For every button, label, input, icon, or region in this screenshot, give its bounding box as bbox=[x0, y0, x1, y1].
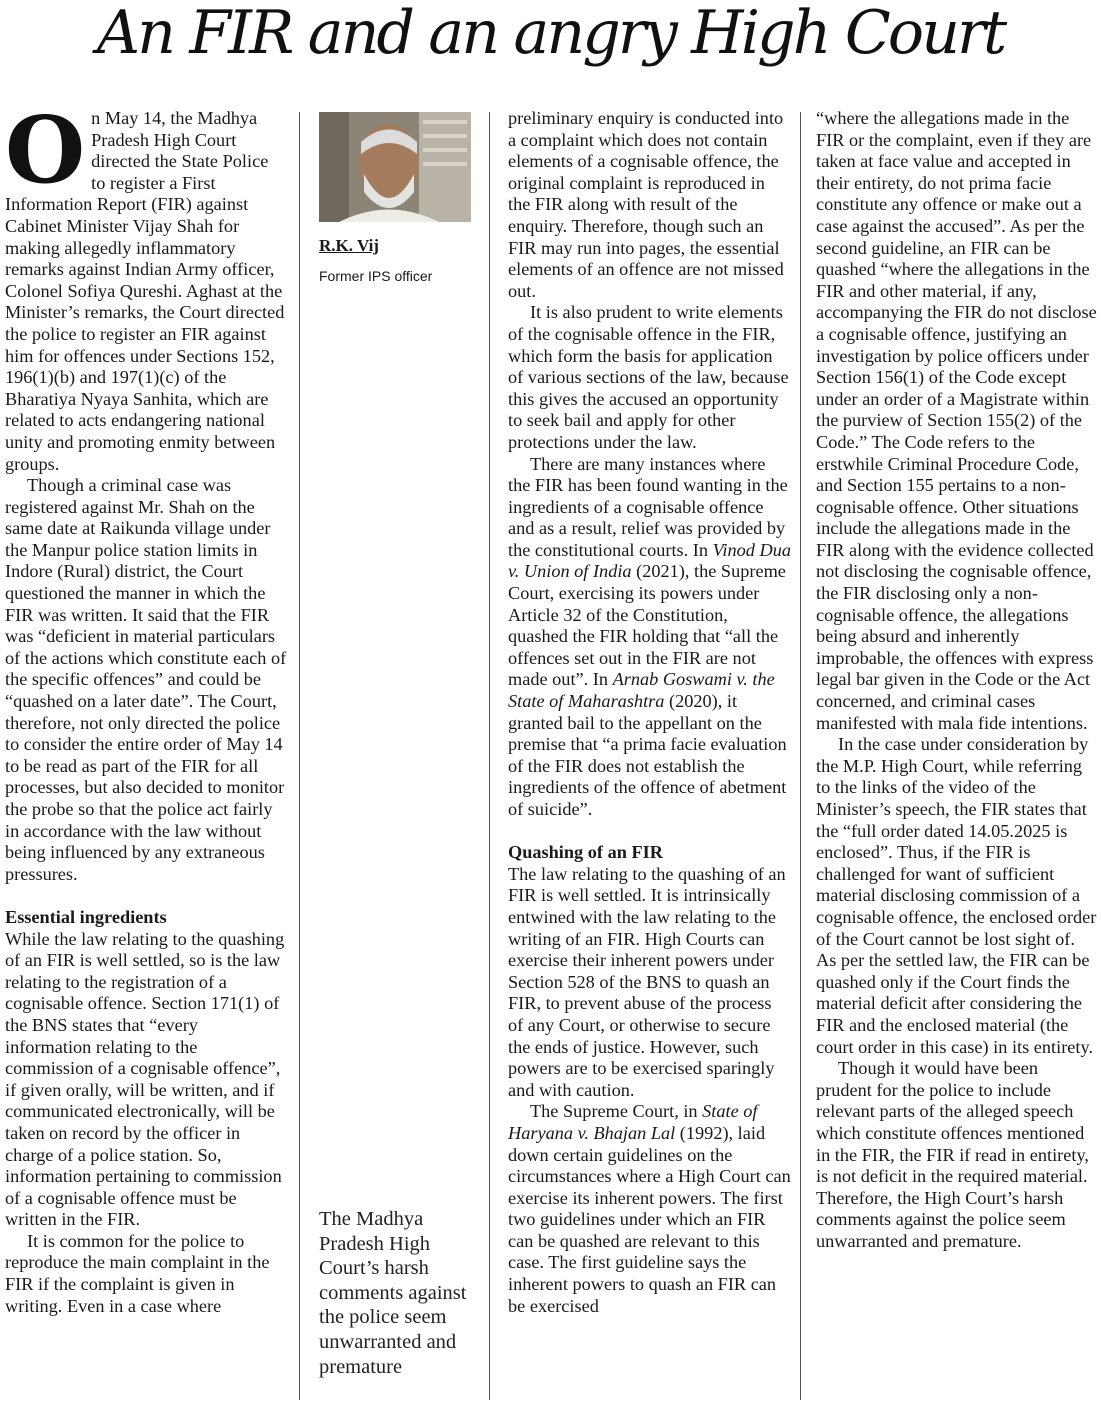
paragraph-6: It is also prudent to write elements of the cognisable offence in the FIR, which form the basis for application of various sections of the law, because this gives the accused an opportunity to seek bail and apply for other protections under the law. bbox=[508, 302, 789, 452]
paragraph-1: On May 14, the Madhya Pradesh High Court directed the State Police to register a First Information Report (FIR) against Cabinet Minister Vijay Shah for making allegedly inflammatory remarks against Indian Army officer, Colonel Sofiya Qureshi. Aghast at the Minister’s remarks, the Court directed the police to register an FIR against him for offences under Sections 152, 196(1)(b) and 197(1)(c) of the Bharatiya Nyaya Sanhita, which are related to acts endangering national unity and promoting enmity between groups. bbox=[5, 96, 285, 474]
pull-quote: The Madhya Pradesh High Court’s harsh comments against the police seem unwarranted and premature bbox=[319, 1208, 467, 1378]
paragraph-3: While the law relating to the quashing of an FIR is well settled, so is the law relating to the registration of a cognisable offence. Section 171(1) of the BNS states that “every information relating to the commission of a cognisable offence”, if given orally, will be written, and if communicated electronically, will be taken on record by the officer in charge of a police station. So, information pertaining to commission of a cognisable offence must be written in the FIR. bbox=[5, 928, 285, 1230]
case-arnab-goswami: Arnab Goswami v. the State of Maharashtra bbox=[508, 669, 775, 712]
paragraph-5: preliminary enquiry is conducted into a complaint which does not contain elements of a cognisable offence, the original complaint is reproduced in the FIR along with result of the enquiry. Therefore, though such an FIR may run into pages, the essential elements of an offence are not missed out. bbox=[508, 108, 784, 301]
column-rule-2 bbox=[489, 112, 490, 1400]
paragraph-4: It is common for the police to reproduce the main complaint in the FIR if the complaint is given in writing. Even in a case where bbox=[5, 1230, 270, 1316]
article-column-4 bbox=[816, 108, 1098, 1252]
column-rule-1 bbox=[299, 112, 300, 1400]
paragraph-11: In the case under consideration by the M.P. High Court, while referring to the links of the video of the Minister’s speech, the FIR states that the “full order dated 14.05.2025 is enclosed”. Thus, if the FIR is challenged for want of sufficient material disclosing commission of a cognisable offence, the enclosed order of the Court cannot be lost sight of. As per the settled law, the FIR can be quashed only if the Court finds the material deficit after considering the FIR and the enclosed material (the court order in this case) in its entirety. bbox=[816, 734, 1097, 1057]
headline: An FIR and an angry High Court bbox=[96, 0, 1005, 68]
column-rule-3 bbox=[800, 112, 801, 1400]
paragraph-7: There are many instances where the FIR has been found wanting in the ingredients of a cognisable offence and as a result, relief was provided by the constitutional courts. In Vinod Dua v. Union of India (2021), the Supreme Court, exercising its powers under Article 32 of the Constitution, quashed the FIR holding that “all the offences set out in the FIR are not made out”. In Arnab Goswami v. the State of Maharashtra (2020), it granted bail to the appellant on the premise that “a prima facie evaluation of the FIR does not establish the ingredients of the offence of abetment of suicide”. bbox=[508, 453, 791, 819]
case-vinod-dua: Vinod Dua v. Union of India bbox=[508, 539, 791, 582]
drop-cap: O bbox=[5, 96, 86, 204]
paragraph-12: Though it would have been prudent for the police to include relevant parts of the alleged speech which constitute offences mentioned in the FIR, the FIR if read in entirety, is not deficit in the required material. Therefore, the High Court’s harsh comments against the police seem unwarranted and premature. bbox=[816, 1058, 1089, 1251]
paragraph-8: The law relating to the quashing of an FIR is well settled. It is intrinsically entwined with the law relating to the writing of an FIR. High Courts can exercise their inherent powers under Section 528 of the BNS to quash an FIR, to prevent abuse of the process of any Court, or otherwise to secure the ends of justice. However, such powers are to be exercised sparingly and with caution. bbox=[508, 863, 786, 1100]
subheading-quashing-of-an-fir: Quashing of an FIR bbox=[508, 842, 663, 863]
case-bhajan-lal: State of Haryana v. Bhajan Lal bbox=[508, 1101, 758, 1143]
subheading-essential-ingredients: Essential ingredients bbox=[5, 906, 167, 927]
paragraph-10: “where the allegations made in the FIR or the complaint, even if they are taken at face value and accepted in their entirety, do not prima facie constitute any offence or make out a case against the accused”. As per the second guideline, an FIR can be quashed “where the allegations in the FIR and other material, if any, accompanying the FIR do not disclose a cognisable offence, justifying an investigation by police officers under Section 156(1) of the Code except under an order of a Magistrate within the purview of Section 155(2) of the Code.” The Code refers to the erstwhile Criminal Procedure Code, and Section 155 pertains to a non-cognisable offence. Other situations include the allegations made in the FIR along with the evidence collected not disclosing the cognisable offence, the FIR disclosing only a non-cognisable offence, the allegations being absurd and inherently improbable, the offences with express legal bar given in the Code or the Act concerned, and criminal cases manifested with mala fide intentions. bbox=[816, 108, 1097, 733]
author-name: R.K. Vij bbox=[319, 236, 379, 255]
article-column-1 bbox=[5, 96, 287, 1317]
author-photo bbox=[319, 112, 471, 222]
author-role: Former IPS officer bbox=[319, 268, 433, 284]
paragraph-9: The Supreme Court, in State of Haryana v. Bhajan Lal (1992), laid down certain guidelines on the circumstances where a High Court can exercise its inherent powers. The first two guidelines under which an FIR can be quashed are relevant to this case. The first guideline says the inherent powers to quash an FIR can be exercised bbox=[508, 1101, 791, 1316]
paragraph-2: Though a criminal case was registered against Mr. Shah on the same date at Raikunda village under the Manpur police station limits in Indore (Rural) district, the Court questioned the manner in which the FIR was written. It said that the FIR was “deficient in material particulars of the actions which constitute each of the specific offences” and could be “quashed on a later date”. The Court, therefore, not only directed the police to consider the entire order of May 14 to be read as part of the FIR for all processes, but also decided to monitor the probe so that the police act fairly in accordance with the law without being influenced by any extraneous pressures. bbox=[5, 475, 287, 884]
article-column-3 bbox=[508, 108, 791, 1317]
